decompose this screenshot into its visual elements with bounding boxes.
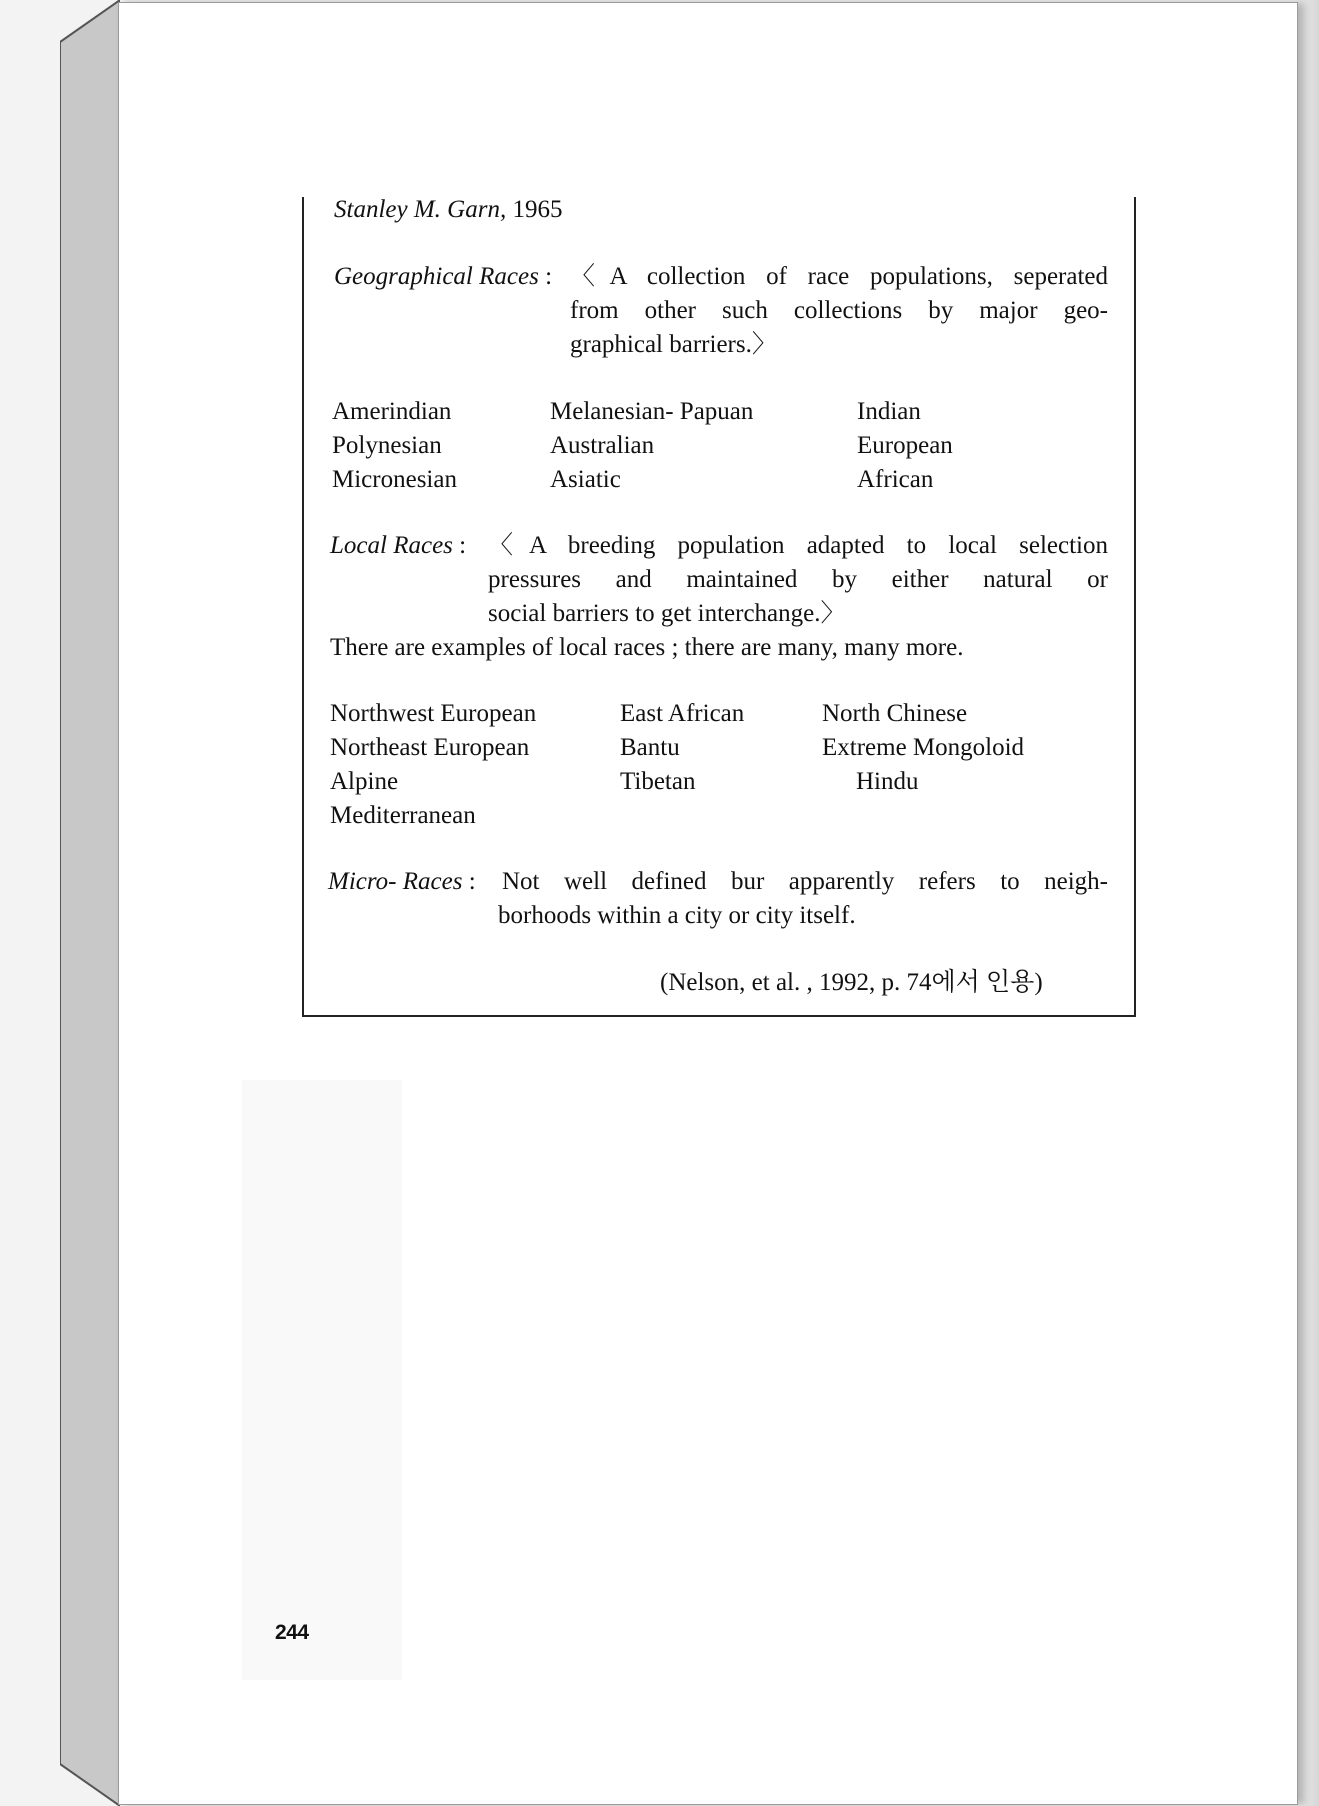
micro-label: Micro- Races	[328, 868, 463, 895]
race-item: Northeast European	[330, 734, 530, 761]
race-item: African	[857, 466, 934, 493]
local-definition-line: 〈A breeding population adapted to local selection	[488, 532, 1108, 559]
local-note: There are examples of local races ; there are many, many more.	[330, 634, 964, 661]
race-item: Extreme Mongoloid	[822, 734, 1025, 761]
book-spine	[60, 0, 120, 1806]
race-item: European	[857, 432, 953, 459]
author-year: 1965	[512, 196, 563, 223]
race-item: Mediterranean	[330, 802, 476, 829]
race-item: Micronesian	[332, 466, 457, 493]
geographical-label: Geographical Races	[334, 263, 539, 290]
race-item: Amerindian	[332, 398, 452, 425]
race-item: Northwest European	[330, 700, 537, 727]
author-line	[334, 193, 562, 227]
author-name: Stanley M. Garn,	[334, 196, 507, 223]
local-definition-line: pressures and maintained by either natural or	[488, 566, 1108, 593]
race-item: Indian	[857, 398, 921, 425]
local-heading	[330, 529, 466, 563]
race-item: Melanesian- Papuan	[550, 398, 754, 425]
local-colon: :	[459, 532, 467, 559]
race-item: East African	[620, 700, 745, 727]
race-item: Polynesian	[332, 432, 442, 459]
geographical-definition-line: from other such collections by major geo-	[570, 297, 1108, 324]
citation: (Nelson, et al. , 1992, p. 74에서 인용)	[660, 969, 1043, 996]
race-item: Tibetan	[620, 768, 696, 795]
race-item: Asiatic	[550, 466, 621, 493]
page-number: 244	[275, 1621, 309, 1644]
race-item: Alpine	[330, 768, 399, 795]
scan-smudge	[242, 1080, 402, 1680]
geographical-heading	[334, 260, 552, 294]
race-item: North Chinese	[822, 700, 968, 727]
race-item: Bantu	[620, 734, 680, 761]
geographical-definition-line: graphical barriers.〉	[570, 331, 777, 358]
page-right-edge-shadow	[1297, 0, 1319, 1806]
geographical-colon: :	[545, 263, 553, 290]
micro-definition-line: borhoods within a city or city itself.	[498, 902, 856, 929]
micro-definition-line: Not well defined bur apparently refers to neigh-	[502, 868, 1108, 895]
local-definition-line: social barriers to get interchange.〉	[488, 600, 846, 627]
local-label: Local Races	[330, 532, 453, 559]
geographical-definition-line: 〈A collection of race populations, seperated	[570, 263, 1108, 290]
race-item: Hindu	[856, 768, 919, 795]
micro-colon: :	[468, 868, 476, 895]
micro-heading	[328, 865, 476, 899]
race-item: Australian	[550, 432, 655, 459]
